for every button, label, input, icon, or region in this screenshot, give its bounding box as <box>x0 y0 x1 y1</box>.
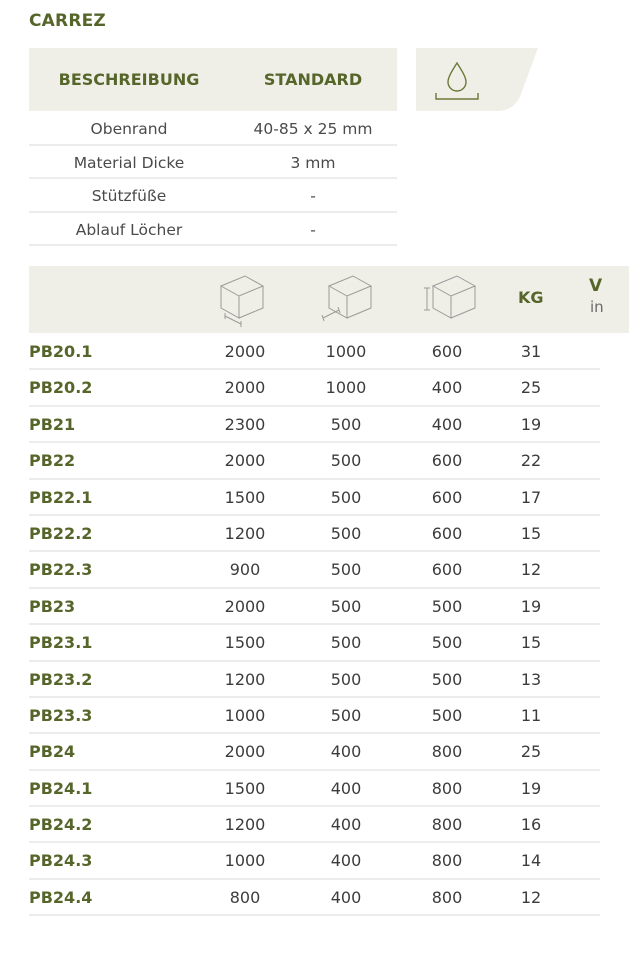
spec-row <box>29 213 397 247</box>
volume-unit: in <box>590 298 604 316</box>
length-value: 2000 <box>224 451 266 471</box>
height-value: 400 <box>431 378 463 398</box>
page-title: CARREZ <box>29 11 106 31</box>
product-code: PB24.1 <box>29 778 93 798</box>
product-code: PB24.3 <box>29 851 93 871</box>
table-row <box>29 407 600 443</box>
spec-table-header <box>29 48 397 111</box>
weight-value: 11 <box>520 705 542 725</box>
weight-value: 15 <box>520 523 542 543</box>
table-row <box>29 589 600 625</box>
weight-value: 16 <box>520 815 542 835</box>
width-value: 500 <box>330 487 362 507</box>
weight-value: 14 <box>520 851 542 871</box>
weight-value: 22 <box>520 451 542 471</box>
product-code: PB24.2 <box>29 815 93 835</box>
width-value: 500 <box>330 633 362 653</box>
table-row <box>29 334 600 370</box>
width-value: 500 <box>330 596 362 616</box>
width-value: 500 <box>330 523 362 543</box>
product-code: PB24.4 <box>29 887 93 907</box>
table-row <box>29 807 600 843</box>
spec-row <box>29 179 397 213</box>
length-value: 2000 <box>224 742 266 762</box>
height-value: 500 <box>431 633 463 653</box>
width-value: 500 <box>330 560 362 580</box>
spec-label: Material Dicke <box>73 153 185 172</box>
length-value: 1200 <box>224 815 266 835</box>
length-value: 2000 <box>224 378 266 398</box>
table-row <box>29 880 600 916</box>
spec-value: - <box>310 220 316 239</box>
spec-label: Stützfüße <box>91 187 167 205</box>
spec-row <box>29 112 397 146</box>
drainage-info-panel <box>416 48 538 111</box>
product-code: PB22.3 <box>29 560 93 580</box>
spec-label: Obenrand <box>90 120 168 138</box>
table-row <box>29 443 600 479</box>
width-value: 500 <box>330 705 362 725</box>
table-row <box>29 552 600 588</box>
box-length-icon <box>215 272 275 328</box>
spec-row <box>29 146 397 180</box>
length-value: 1000 <box>224 705 266 725</box>
product-code: PB21 <box>29 414 76 434</box>
width-value: 1000 <box>325 342 367 361</box>
table-row <box>29 843 600 879</box>
width-value: 400 <box>330 815 362 835</box>
width-value: 400 <box>330 742 362 762</box>
weight-value: 12 <box>520 560 542 580</box>
product-code: PB23.2 <box>29 669 93 689</box>
product-table-header <box>29 266 629 333</box>
width-value: 500 <box>330 669 362 689</box>
product-code: PB23 <box>29 596 76 616</box>
product-code: PB24 <box>29 742 76 762</box>
product-code: PB22.2 <box>29 523 93 543</box>
product-table <box>29 334 600 916</box>
product-code: PB22.1 <box>29 487 93 507</box>
weight-value: 25 <box>520 742 542 762</box>
spec-header-standard: STANDARD <box>263 70 363 89</box>
product-code: PB23.1 <box>29 633 93 653</box>
height-value: 800 <box>431 778 463 798</box>
table-row <box>29 625 600 661</box>
width-value: 500 <box>330 451 362 471</box>
table-row <box>29 662 600 698</box>
height-value: 500 <box>431 669 463 689</box>
spec-table <box>29 112 397 246</box>
table-row <box>29 516 600 552</box>
height-value: 600 <box>431 560 463 580</box>
weight-value: 15 <box>520 633 542 653</box>
length-value: 2000 <box>224 342 266 361</box>
width-value: 400 <box>330 887 362 907</box>
water-drop-icon <box>416 48 538 111</box>
height-value: 600 <box>431 487 463 507</box>
kg-header: KG <box>518 288 544 307</box>
length-value: 2300 <box>224 414 266 434</box>
width-value: 400 <box>330 851 362 871</box>
height-value: 800 <box>431 887 463 907</box>
width-value: 1000 <box>325 378 367 398</box>
spec-value: 3 mm <box>290 153 336 172</box>
product-code: PB23.3 <box>29 705 93 725</box>
width-value: 500 <box>330 414 362 434</box>
table-row <box>29 734 600 770</box>
height-value: 800 <box>431 851 463 871</box>
product-code: PB22 <box>29 451 76 471</box>
product-code: PB20.1 <box>29 342 93 361</box>
weight-value: 31 <box>520 342 542 361</box>
volume-header: V <box>589 276 603 296</box>
table-row <box>29 698 600 734</box>
spec-value: 40-85 x 25 mm <box>253 120 373 138</box>
weight-value: 17 <box>520 487 542 507</box>
weight-value: 19 <box>520 414 542 434</box>
weight-value: 19 <box>520 596 542 616</box>
height-value: 600 <box>431 342 463 361</box>
height-value: 600 <box>431 451 463 471</box>
spec-value: - <box>310 187 316 205</box>
spec-header-description: BESCHREIBUNG <box>58 70 200 89</box>
table-row <box>29 370 600 406</box>
length-value: 900 <box>229 560 261 580</box>
box-height-icon <box>419 272 479 328</box>
weight-value: 12 <box>520 887 542 907</box>
spec-label: Ablauf Löcher <box>75 220 183 239</box>
length-value: 1000 <box>224 851 266 871</box>
height-value: 500 <box>431 705 463 725</box>
height-value: 800 <box>431 742 463 762</box>
table-row <box>29 480 600 516</box>
length-value: 1500 <box>224 487 266 507</box>
height-value: 500 <box>431 596 463 616</box>
height-value: 400 <box>431 414 463 434</box>
length-value: 1500 <box>224 633 266 653</box>
height-value: 800 <box>431 815 463 835</box>
length-value: 1500 <box>224 778 266 798</box>
width-value: 400 <box>330 778 362 798</box>
box-width-icon <box>317 272 377 328</box>
weight-value: 25 <box>520 378 542 398</box>
table-row <box>29 771 600 807</box>
length-value: 1200 <box>224 669 266 689</box>
length-value: 1200 <box>224 523 266 543</box>
length-value: 800 <box>229 887 261 907</box>
length-value: 2000 <box>224 596 266 616</box>
weight-value: 13 <box>520 669 542 689</box>
weight-value: 19 <box>520 778 542 798</box>
height-value: 600 <box>431 523 463 543</box>
product-code: PB20.2 <box>29 378 93 398</box>
